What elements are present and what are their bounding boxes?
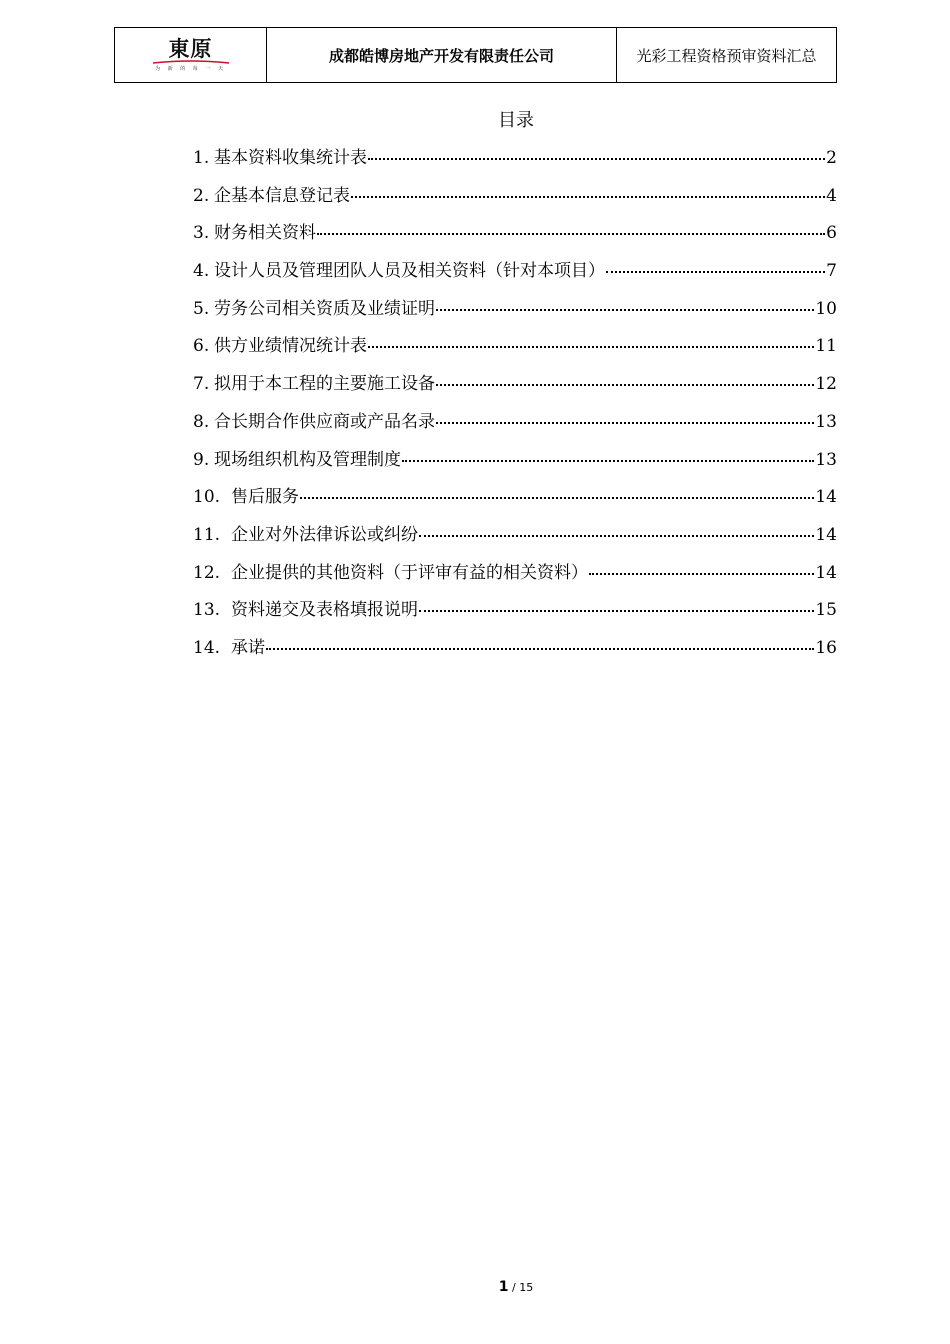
toc-entry-number: 4. (193, 261, 210, 282)
toc-dot-leader (436, 308, 814, 311)
toc-dot-leader (368, 345, 814, 348)
toc-dot-leader (419, 609, 814, 612)
toc-entry-text: 承诺 (231, 637, 265, 658)
page-separator: / (512, 1281, 516, 1294)
toc-dot-leader (368, 157, 825, 160)
toc-entry-page: 15 (815, 600, 837, 621)
toc-dot-leader (436, 383, 814, 386)
page-footer (0, 1279, 950, 1295)
toc-entry[interactable] (193, 558, 837, 596)
logo-slogan: 为 新 的 每 一 天 (155, 65, 226, 72)
toc-dot-leader (266, 647, 814, 650)
toc-entry-number: 5. (193, 298, 210, 319)
toc-entry-number: 10. (193, 487, 221, 508)
toc-entry[interactable] (193, 482, 837, 520)
toc-entry[interactable] (193, 595, 837, 633)
toc-entry-text: 设计人员及管理团队人员及相关资料（针对本项目） (214, 261, 605, 282)
toc-entry-number: 13. (193, 600, 221, 621)
toc-dot-leader (419, 534, 814, 537)
toc-entry-page: 16 (815, 637, 837, 658)
current-page-number: 1 (498, 1279, 509, 1295)
toc-title: 目录 (498, 110, 534, 131)
document-title: 光彩工程资格预审资料汇总 (636, 46, 817, 65)
toc-entry-text: 拟用于本工程的主要施工设备 (214, 374, 435, 395)
toc-entry[interactable] (193, 294, 837, 332)
header-table (114, 27, 837, 83)
toc-entry-number: 11. (193, 524, 221, 545)
toc-entry-text: 财务相关资料 (214, 223, 316, 244)
toc-entry-page: 14 (815, 524, 837, 545)
toc-entry-number: 7. (193, 374, 210, 395)
toc-entry[interactable] (193, 407, 837, 445)
toc-entry-text: 企业对外法律诉讼或纠纷 (231, 524, 418, 545)
toc-entry-number: 12. (193, 562, 221, 583)
toc-dot-leader (436, 421, 814, 424)
toc-entry-number: 2. (193, 185, 210, 206)
toc-entry-number: 3. (193, 223, 210, 244)
toc-entry-text: 供方业绩情况统计表 (214, 336, 367, 357)
toc-entry-page: 13 (815, 449, 837, 470)
toc-entry-text: 劳务公司相关资质及业绩证明 (214, 298, 435, 319)
toc-dot-leader (351, 195, 825, 198)
toc-entry[interactable] (193, 369, 837, 407)
toc-entry-page: 11 (815, 336, 837, 357)
toc-entry-text: 企业提供的其他资料（于评审有益的相关资料） (231, 562, 588, 583)
toc-entry-page: 14 (815, 487, 837, 508)
toc-entry-text: 合长期合作供应商或产品名录 (214, 411, 435, 432)
toc-entry[interactable] (193, 520, 837, 558)
toc-entry-page: 7 (826, 261, 837, 282)
logo-cell (115, 28, 267, 82)
toc-dot-leader (300, 496, 814, 499)
toc-entry-text: 现场组织机构及管理制度 (214, 449, 401, 470)
company-logo (152, 36, 230, 72)
toc-entry-number: 8. (193, 411, 210, 432)
toc-entry-text: 企基本信息登记表 (214, 185, 350, 206)
toc-dot-leader (606, 270, 825, 273)
toc-entry-page: 10 (815, 298, 837, 319)
toc-entry-number: 6. (193, 336, 210, 357)
toc-dot-leader (402, 459, 814, 462)
toc-entry-text: 基本资料收集统计表 (214, 148, 367, 168)
toc-entry[interactable] (193, 633, 837, 671)
company-name: 成都皓博房地产开发有限责任公司 (267, 28, 617, 82)
total-pages: 15 (519, 1281, 534, 1294)
toc-entry[interactable] (193, 181, 837, 219)
toc-entry-page: 14 (815, 562, 837, 583)
table-of-contents (193, 143, 837, 671)
logo-swoosh-icon (152, 59, 230, 64)
toc-entry-page: 2 (826, 148, 837, 168)
toc-entry-number: 9. (193, 449, 210, 470)
toc-entry-text: 售后服务 (231, 487, 299, 508)
toc-entry-page: 6 (826, 223, 837, 244)
toc-dot-leader (589, 572, 814, 575)
toc-dot-leader (317, 232, 825, 235)
logo-mark: 東原 (168, 36, 213, 61)
toc-entry-text: 资料递交及表格填报说明 (231, 600, 418, 621)
toc-entry-number: 1. (193, 148, 210, 168)
toc-entry[interactable] (193, 256, 837, 294)
toc-entry-page: 4 (826, 185, 837, 206)
toc-entry-page: 13 (815, 411, 837, 432)
toc-entry[interactable] (193, 143, 837, 181)
toc-entry-page: 12 (815, 374, 837, 395)
toc-entry[interactable] (193, 445, 837, 483)
toc-entry-number: 14. (193, 637, 221, 658)
toc-entry[interactable] (193, 331, 837, 369)
toc-entry[interactable] (193, 218, 837, 256)
